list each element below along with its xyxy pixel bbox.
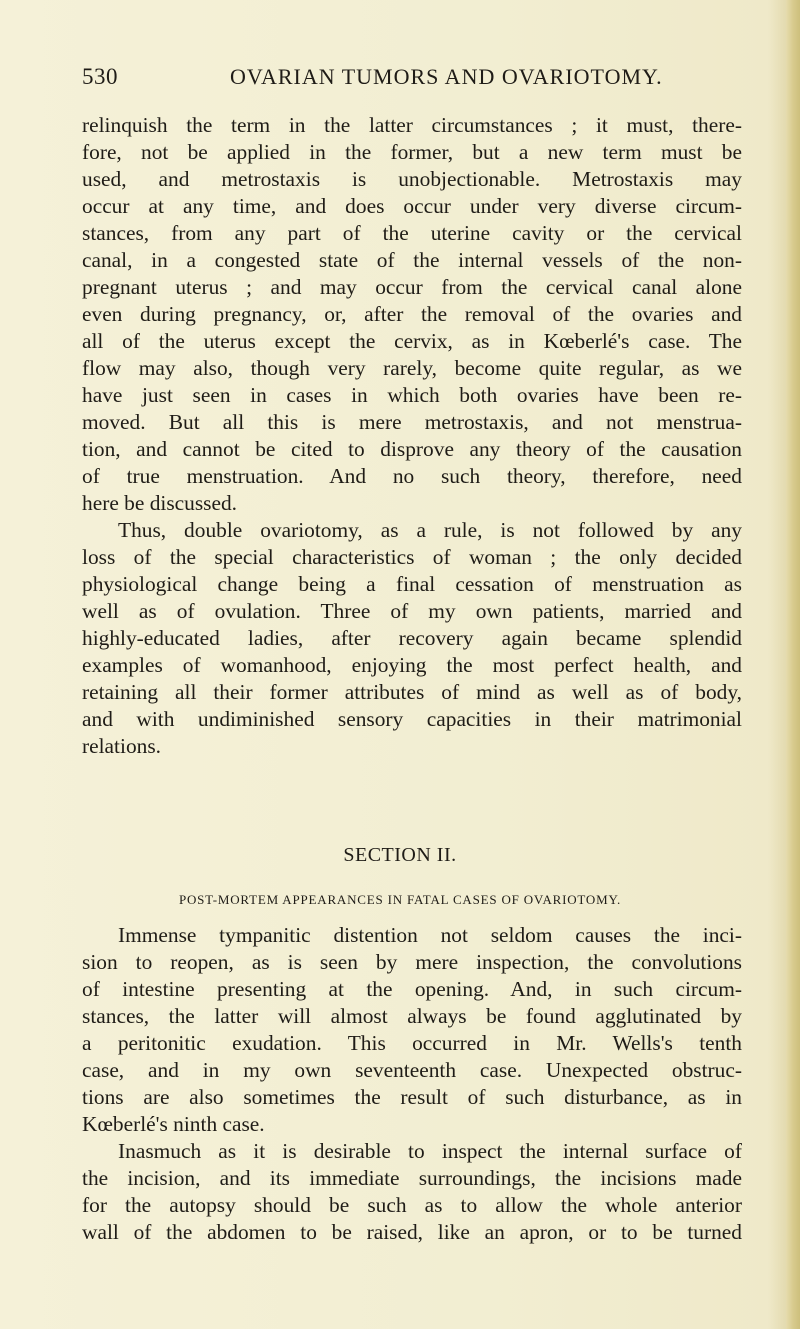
text-line: have just seen in cases in which both ovaries have been re- (82, 383, 742, 407)
text-line: stances, from any part of the uterine cavity or the cervical (82, 221, 742, 245)
text-line: of true menstruation. And no such theory, therefore, need (82, 464, 742, 488)
text-line: even during pregnancy, or, after the removal of the ovaries and (82, 302, 742, 326)
text-line: case, and in my own seventeenth case. Unexpected obstruc- (82, 1058, 742, 1082)
text-line: physiological change being a final cessation of menstruation as (82, 572, 742, 596)
text-line: examples of womanhood, enjoying the most perfect health, and (82, 653, 742, 677)
section-heading: SECTION II. (343, 844, 457, 866)
text-line: and with undiminished sensory capacities in their matrimonial (82, 707, 742, 731)
text-line: used, and metrostaxis is unobjectionable. Metrostaxis may (82, 167, 742, 191)
text-line: relations. (82, 734, 162, 758)
text-block-bottom (82, 922, 742, 1246)
paragraph-2 (82, 517, 742, 760)
page-number: 530 (82, 64, 118, 89)
page-edge-shadow (786, 0, 800, 1329)
text-line: tions are also sometimes the result of such disturbance, as in (82, 1085, 742, 1109)
text-line: loss of the special characteristics of woman ; the only decided (82, 545, 742, 569)
text-line: Kœberlé's ninth case. (82, 1112, 265, 1136)
text-line: tion, and cannot be cited to disprove any theory of the causation (82, 437, 742, 461)
text-line: all of the uterus except the cervix, as in Kœberlé's case. The (82, 329, 742, 353)
paragraph-3 (82, 922, 742, 1138)
text-line: here be discussed. (82, 491, 238, 515)
text-line: highly-educated ladies, after recovery again became splendid (82, 626, 742, 650)
text-line: moved. But all this is mere metrostaxis, and not menstrua- (82, 410, 742, 434)
text-line: of intestine presenting at the opening. And, in such circum- (82, 977, 742, 1001)
text-line: for the autopsy should be such as to allow the whole anterior (82, 1193, 742, 1217)
running-head: OVARIAN TUMORS AND OVARIOTOMY. (230, 64, 663, 89)
text-line: Thus, double ovariotomy, as a rule, is not followed by any (118, 518, 742, 542)
text-line: a peritonitic exudation. This occurred in Mr. Wells's tenth (82, 1031, 742, 1055)
section-subheading: POST-MORTEM APPEARANCES IN FATAL CASES OF OVARIOTOMY. (178, 892, 622, 907)
text-line: fore, not be applied in the former, but a new term must be (82, 140, 742, 164)
text-line: the incision, and its immediate surroundings, the incisions made (82, 1166, 742, 1190)
text-line: wall of the abdomen to be raised, like an apron, or to be turned (82, 1220, 742, 1244)
text-line: retaining all their former attributes of mind as well as of body, (82, 680, 742, 704)
text-line: stances, the latter will almost always be found agglutinated by (82, 1004, 742, 1028)
text-line: sion to reopen, as is seen by mere inspection, the convolutions (82, 950, 742, 974)
paragraph-4 (82, 1138, 742, 1246)
text-line: Immense tympanitic distention not seldom causes the inci- (118, 923, 742, 947)
text-line: flow may also, though very rarely, become quite regular, as we (82, 356, 742, 380)
text-line: relinquish the term in the latter circumstances ; it must, there- (82, 113, 742, 137)
text-line: pregnant uterus ; and may occur from the cervical canal alone (82, 275, 742, 299)
text-line: canal, in a congested state of the internal vessels of the non- (82, 248, 742, 272)
text-line: well as of ovulation. Three of my own patients, married and (82, 599, 742, 623)
text-line: occur at any time, and does occur under very diverse circum- (82, 194, 742, 218)
text-line: Inasmuch as it is desirable to inspect the internal surface of (118, 1139, 742, 1163)
page-header (82, 64, 742, 98)
paragraph-1 (82, 112, 742, 517)
text-block-top (82, 112, 742, 760)
